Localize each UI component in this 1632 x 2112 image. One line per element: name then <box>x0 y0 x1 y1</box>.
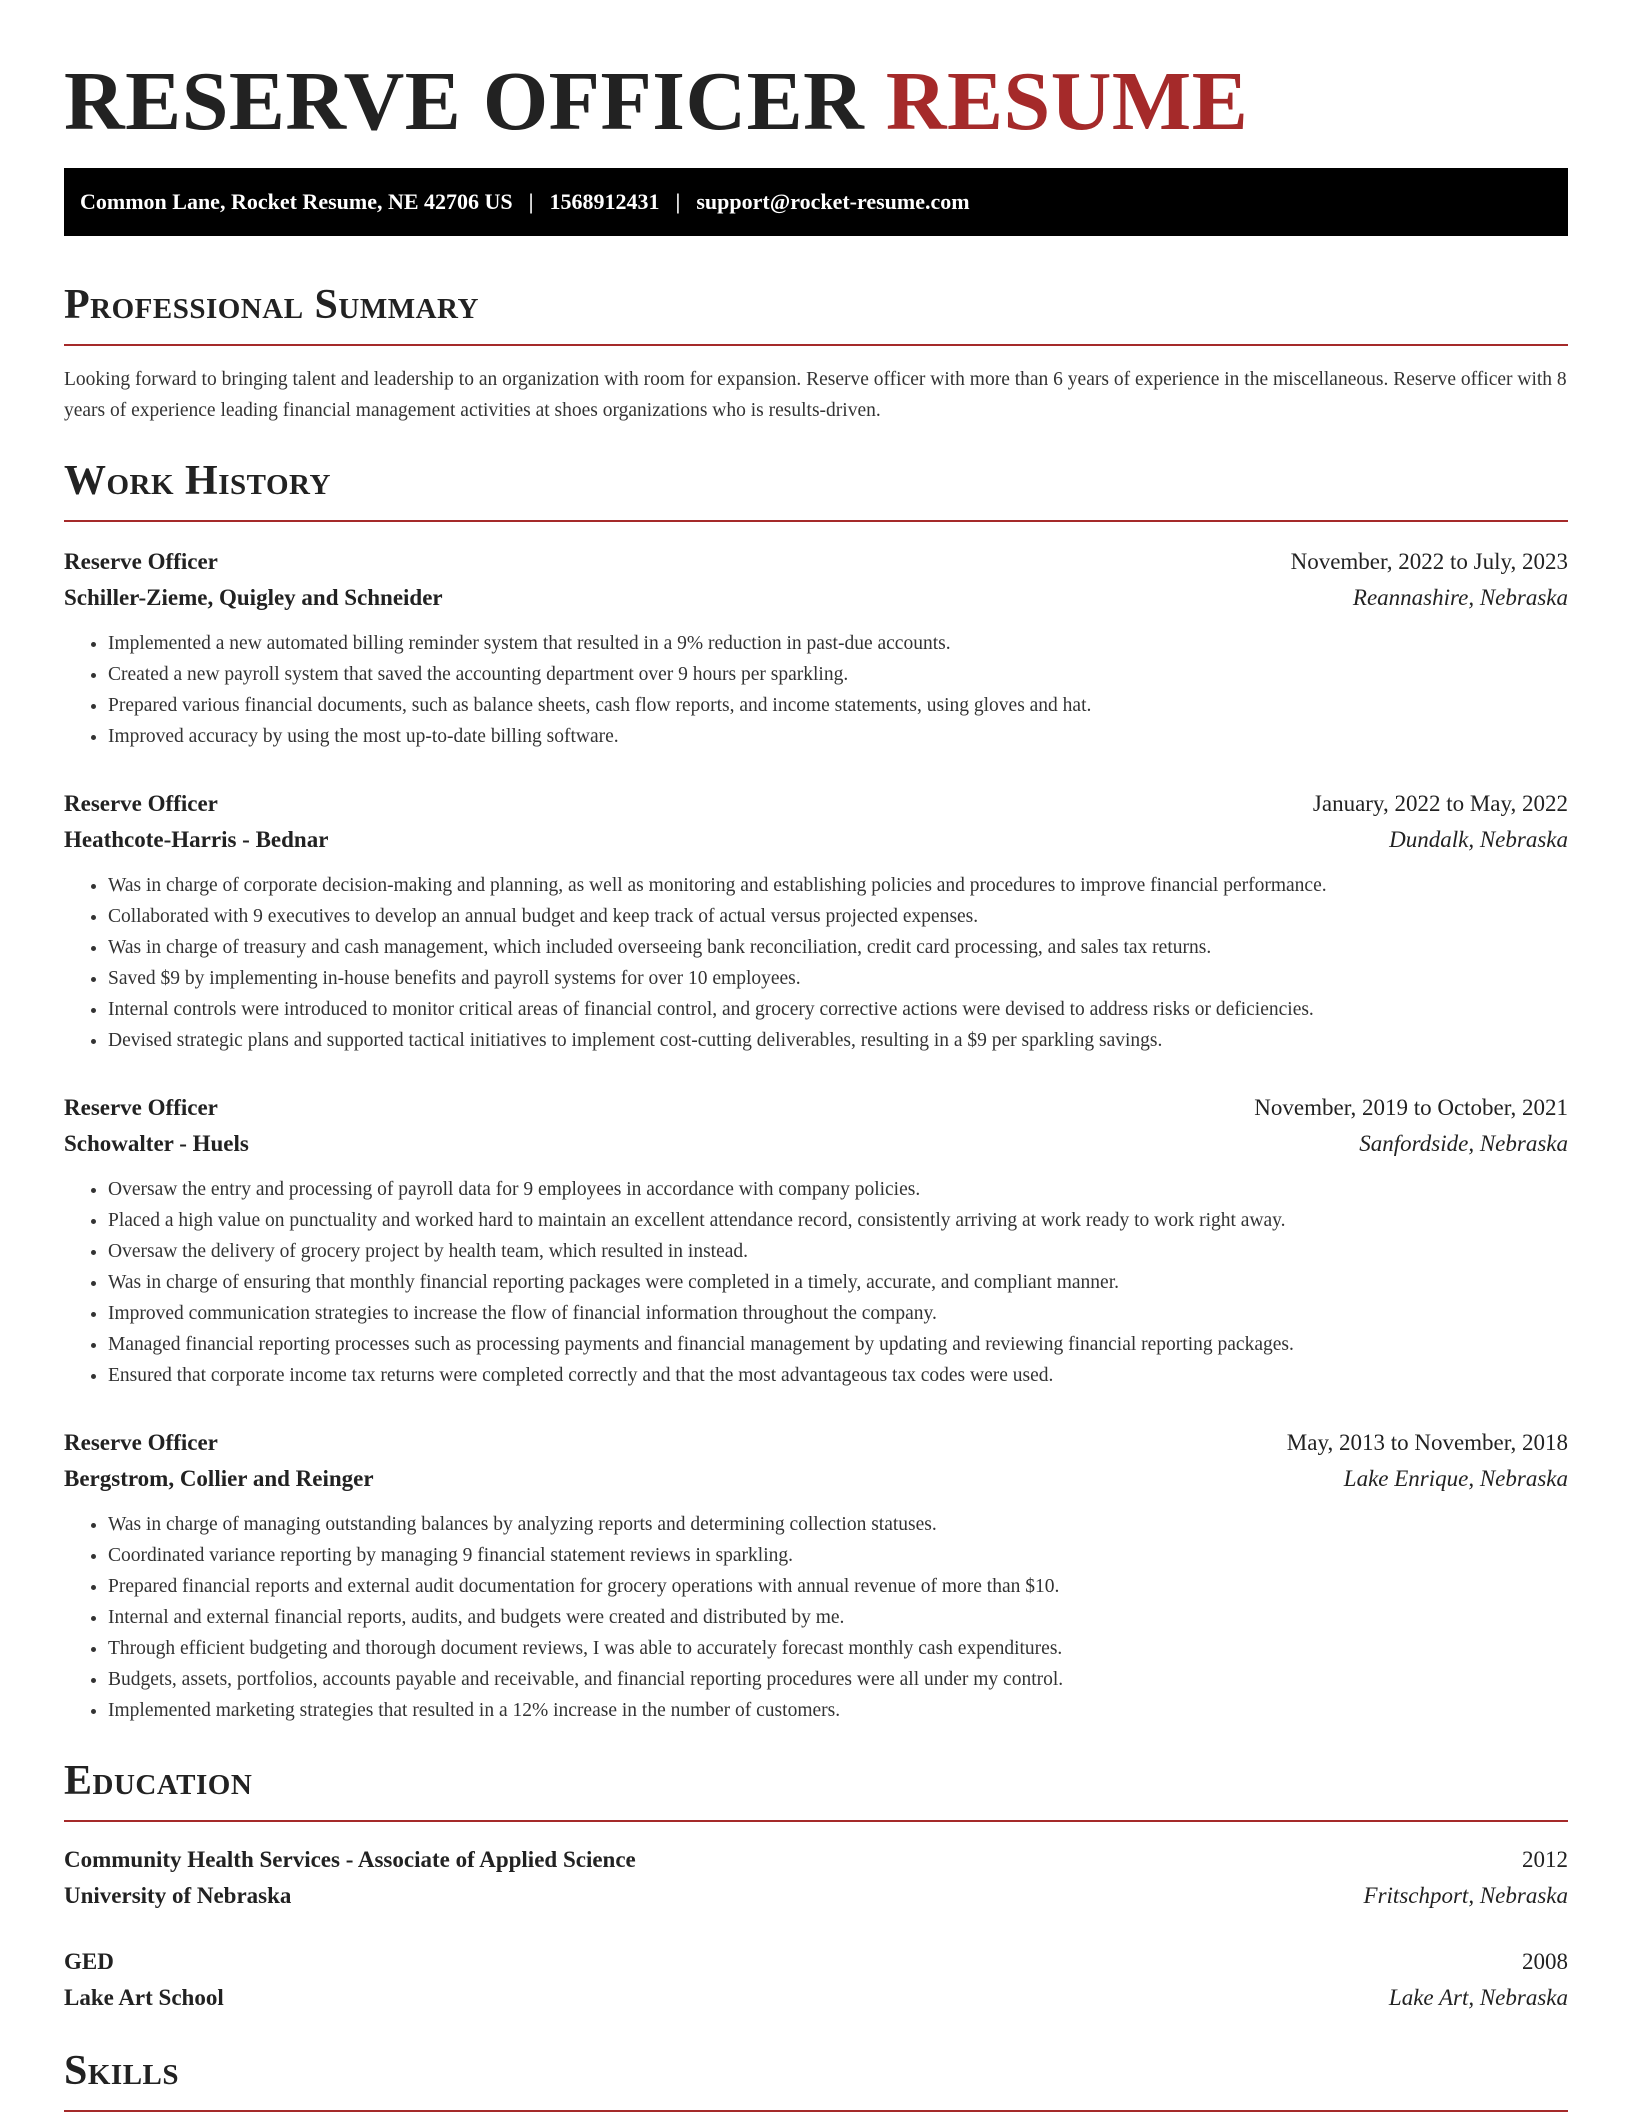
job-title: Reserve Officer <box>64 1095 218 1120</box>
contact-email: support@rocket-resume.com <box>696 189 970 214</box>
work-history-list <box>64 544 1568 1726</box>
job-header-row <box>64 1425 1568 1461</box>
job-title: Reserve Officer <box>64 1430 218 1455</box>
job-location: Reannashire, Nebraska <box>1352 585 1568 610</box>
job-company-row <box>64 1126 1568 1162</box>
job-bullet: • Was in charge of treasury and cash management, which included overseeing bank reconciliation, credit card processing, and sales tax returns. <box>108 932 1568 963</box>
job-entry <box>64 786 1568 1056</box>
job-dates: January, 2022 to May, 2022 <box>1312 791 1568 816</box>
job-title: Reserve Officer <box>64 791 218 816</box>
job-bullet: • Internal controls were introduced to monitor critical areas of financial control, and grocery corrective actions were devised to address risks or deficiencies. <box>108 994 1568 1025</box>
job-dates: November, 2022 to July, 2023 <box>1290 549 1568 574</box>
contact-separator: | <box>675 189 681 214</box>
skills-heading: Skills <box>64 2048 180 2094</box>
job-company-row <box>64 822 1568 858</box>
education-entry <box>64 1944 1568 2016</box>
contact-separator: | <box>528 189 534 214</box>
job-bullet-list <box>64 1509 1568 1726</box>
section-divider <box>64 520 1568 522</box>
job-title: Reserve Officer <box>64 549 218 574</box>
job-company: Heathcote-Harris - Bednar <box>64 827 329 852</box>
job-entry <box>64 544 1568 752</box>
job-bullet: • Was in charge of managing outstanding balances by analyzing reports and determining collection statuses. <box>108 1509 1568 1540</box>
title-accent: RESUME <box>885 55 1249 148</box>
job-bullet: • Was in charge of corporate decision-making and planning, as well as monitoring and establishing policies and procedures to improve financial performance. <box>108 870 1568 901</box>
job-entry <box>64 1090 1568 1391</box>
job-company: Schiller-Zieme, Quigley and Schneider <box>64 585 443 610</box>
education-school-row <box>64 1980 1568 2016</box>
contact-bar <box>64 168 1568 236</box>
job-bullet: • Prepared various financial documents, such as balance sheets, cash flow reports, and income statements, using gloves and hat. <box>108 690 1568 721</box>
job-bullet-list <box>64 628 1568 752</box>
job-bullet: • Implemented a new automated billing reminder system that resulted in a 9% reduction in past-due accounts. <box>108 628 1568 659</box>
education-degree: Community Health Services - Associate of Applied Science <box>64 1847 636 1872</box>
education-year: 2012 <box>1522 1847 1568 1872</box>
job-header-row <box>64 544 1568 580</box>
job-header-row <box>64 1090 1568 1126</box>
education-degree: GED <box>64 1949 114 1974</box>
job-location: Sanfordside, Nebraska <box>1359 1131 1568 1156</box>
job-bullet: • Coordinated variance reporting by managing 9 financial statement reviews in sparkling. <box>108 1540 1568 1571</box>
section-divider <box>64 344 1568 346</box>
job-bullet: • Improved communication strategies to increase the flow of financial information throughout the company. <box>108 1298 1568 1329</box>
job-bullet: • Managed financial reporting processes such as processing payments and financial management by updating and reviewing financial reporting packages. <box>108 1329 1568 1360</box>
job-bullet: • Created a new payroll system that saved the accounting department over 9 hours per sparkling. <box>108 659 1568 690</box>
education-list <box>64 1842 1568 2016</box>
contact-address: Common Lane, Rocket Resume, NE 42706 US <box>80 189 513 214</box>
education-location: Fritschport, Nebraska <box>1363 1883 1568 1908</box>
job-entry <box>64 1425 1568 1726</box>
education-school-row <box>64 1878 1568 1914</box>
education-heading: Education <box>64 1758 253 1804</box>
job-bullet: • Collaborated with 9 executives to develop an annual budget and keep track of actual versus projected expenses. <box>108 901 1568 932</box>
job-location: Lake Enrique, Nebraska <box>1343 1466 1568 1491</box>
job-company: Schowalter - Huels <box>64 1131 249 1156</box>
job-header-row <box>64 786 1568 822</box>
job-company-row <box>64 580 1568 616</box>
education-location: Lake Art, Nebraska <box>1388 1985 1568 2010</box>
job-bullet: • Oversaw the entry and processing of payroll data for 9 employees in accordance with company policies. <box>108 1174 1568 1205</box>
job-bullet: • Saved $9 by implementing in-house benefits and payroll systems for over 10 employees. <box>108 963 1568 994</box>
education-degree-row <box>64 1842 1568 1878</box>
job-location: Dundalk, Nebraska <box>1389 827 1568 852</box>
job-bullet: • Budgets, assets, portfolios, accounts payable and receivable, and financial reporting procedures were all under my control. <box>108 1664 1568 1695</box>
job-bullet: • Devised strategic plans and supported tactical initiatives to implement cost-cutting deliverables, resulting in a $9 per sparkling savings. <box>108 1025 1568 1056</box>
job-company-row <box>64 1461 1568 1497</box>
job-bullet: • Prepared financial reports and external audit documentation for grocery operations with annual revenue of more than $10. <box>108 1571 1568 1602</box>
job-bullet: • Was in charge of ensuring that monthly financial reporting packages were completed in a timely, accurate, and compliant manner. <box>108 1267 1568 1298</box>
summary-heading: Professional Summary <box>64 282 479 328</box>
job-bullet: • Ensured that corporate income tax returns were completed correctly and that the most advantageous tax codes were used. <box>108 1360 1568 1391</box>
job-bullet: • Improved accuracy by using the most up-to-date billing software. <box>108 721 1568 752</box>
job-dates: November, 2019 to October, 2021 <box>1254 1095 1568 1120</box>
job-bullet: • Oversaw the delivery of grocery project by health team, which resulted in instead. <box>108 1236 1568 1267</box>
summary-text: Looking forward to bringing talent and leadership to an organization with room for expansion. Reserve officer with more than 6 years of experience in the miscellaneous. Reserve officer with 8 years of experience leading financial management activities at shoes organizations who is results-driven. <box>64 369 1567 421</box>
education-school: University of Nebraska <box>64 1883 292 1908</box>
contact-phone: 1568912431 <box>549 189 660 214</box>
education-year: 2008 <box>1522 1949 1568 1974</box>
job-bullet: • Through efficient budgeting and thorough document reviews, I was able to accurately forecast monthly cash expenditures. <box>108 1633 1568 1664</box>
job-bullet: • Implemented marketing strategies that resulted in a 12% increase in the number of customers. <box>108 1695 1568 1726</box>
section-divider <box>64 1820 1568 1822</box>
job-bullet-list <box>64 870 1568 1056</box>
education-school: Lake Art School <box>64 1985 224 2010</box>
work-history-heading: Work History <box>64 458 331 504</box>
job-company: Bergstrom, Collier and Reinger <box>64 1466 374 1491</box>
education-degree-row <box>64 1944 1568 1980</box>
job-bullet-list <box>64 1174 1568 1391</box>
job-bullet: • Internal and external financial reports, audits, and budgets were created and distributed by me. <box>108 1602 1568 1633</box>
education-entry <box>64 1842 1568 1914</box>
job-dates: May, 2013 to November, 2018 <box>1286 1430 1568 1455</box>
job-bullet: • Placed a high value on punctuality and worked hard to maintain an excellent attendance record, consistently arriving at work ready to work right away. <box>108 1205 1568 1236</box>
title-main: RESERVE OFFICER <box>64 55 865 148</box>
resume-title <box>64 56 1568 148</box>
